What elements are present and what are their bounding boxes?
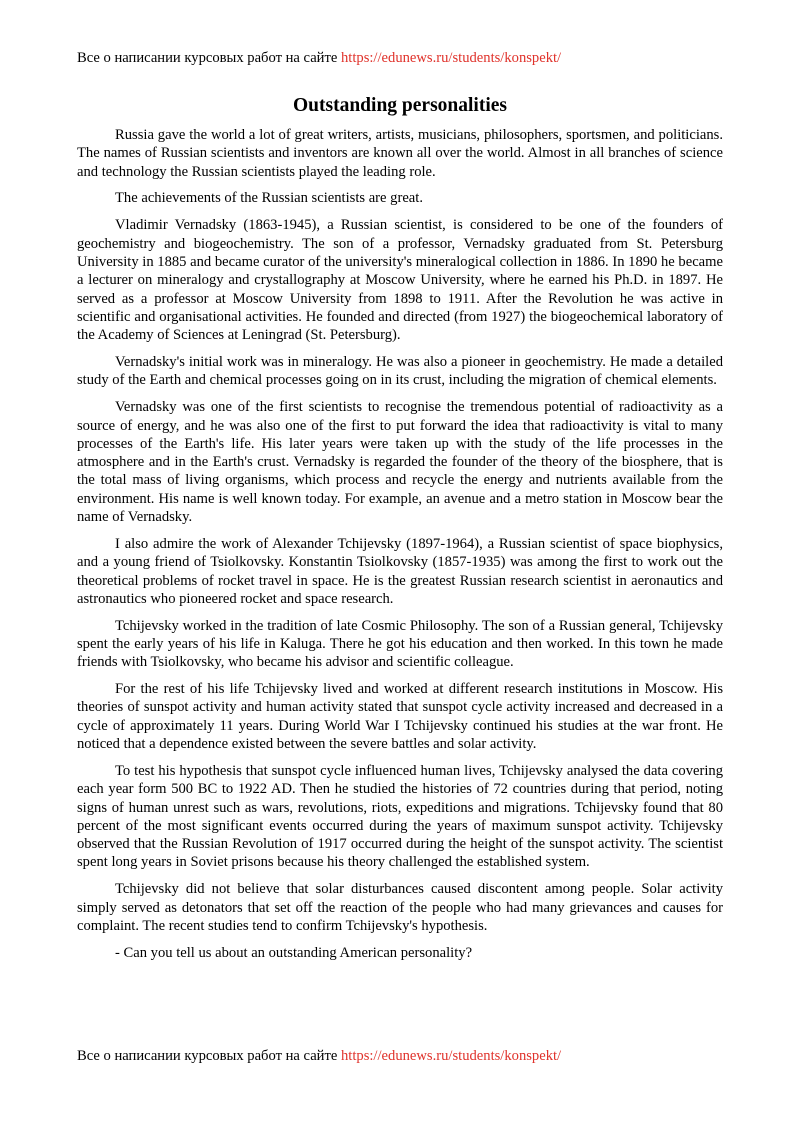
page-footer: [77, 1047, 561, 1065]
paragraph-7: Tchijevsky worked in the tradition of late Cosmic Philosophy. The son of a Russian general, Tchijevsky spent the early years of his life in Kaluga. There he got his education and then worked. In this town he made friends with Tsiolkovsky, who became his advisor and scientific colleague.: [77, 617, 723, 671]
paragraph-4: Vernadsky's initial work was in mineralogy. He was also a pioneer in geochemistry. He made a detailed study of the Earth and chemical processes going on in its crust, including the migration of chemical elements.: [77, 354, 723, 389]
paragraph-1: Russia gave the world a lot of great writers, artists, musicians, philosophers, sportsmen, and politicians. The names of Russian scientists and inventors are known all over the world. Almost in all branches of science and technology the Russian scientists played the leading role.: [77, 127, 723, 180]
footer-text: Все о написании курсовых работ на сайте: [77, 1048, 341, 1064]
paragraph-3: Vladimir Vernadsky (1863-1945), a Russian scientist, is considered to be one of the founders of geochemistry and biogeochemistry. The son of a professor, Vernadsky graduated from St. Petersburg University in 1885 and became curator of the university's mineralogical collection in 1886. In 1890 he became a lecturer on mineralogy and crystallography at Moscow University, where he earned his Ph.D. in 1897. He served as a professor at Moscow University from 1898 to 1911. After the Revolution he was active in scientific and organisational activities. He founded and directed (from 1927) the biogeochemical laboratory of the Academy of Sciences at Leningrad (St. Petersburg).: [77, 217, 723, 344]
paragraph-11: - Can you tell us about an outstanding American personality?: [115, 944, 473, 961]
document-title: Outstanding personalities: [293, 95, 507, 116]
paragraph-6: I also admire the work of Alexander Tchijevsky (1897-1964), a Russian scientist of space biophysics, and a young friend of Tsiolkovsky. Konstantin Tsiolkovsky (1857-1935) was among the first to work out the theoretical problems of rocket travel in space. He is the greatest Russian research scientist in aeronautics and astronautics who pioneered rocket and space research.: [77, 535, 723, 607]
footer-link[interactable]: https://edunews.ru/students/konspekt/: [341, 1048, 562, 1064]
paragraph-5: Vernadsky was one of the first scientists to recognise the tremendous potential of radioactivity as a source of energy, and he was also one of the first to put forward the idea that radioactivity is vital to many processes of the Earth's life. His later years were taken up with the study of the life processes in the atmosphere and in the Earth's crust. Vernadsky is regarded the founder of the theory of the biosphere, that is the total mass of living organisms, which process and recycle the energy and nutrients available from the environment. His name is well known today. For example, an avenue and a metro station in Moscow bear the name of Vernadsky.: [77, 399, 723, 526]
page-header: [77, 49, 561, 67]
paragraph-2: The achievements of the Russian scientists are great.: [115, 190, 423, 207]
paragraph-9: To test his hypothesis that sunspot cycle influenced human lives, Tchijevsky analysed the data covering each year form 500 BC to 1922 AD. Then he studied the histories of 72 countries during that period, noting signs of human unrest such as wars, revolutions, riots, expeditions and migrations. Tchijevsky found that 80 percent of the most significant events occurred during the years of maximum sunspot activity. Tchijevsky observed that the Russian Revolution of 1917 occurred during the height of the sunspot activity. The scientist spent long years in Soviet prisons because his theory challenged the established system.: [77, 762, 723, 871]
header-text: Все о написании курсовых работ на сайте: [77, 50, 341, 66]
article-text: [77, 126, 723, 971]
paragraph-10: Tchijevsky did not believe that solar disturbances caused discontent among people. Solar activity simply served as detonators that set off the reaction of the people who had many grievances and causes for complaint. The recent studies tend to confirm Tchijevsky's hypothesis.: [77, 881, 723, 934]
header-link[interactable]: https://edunews.ru/students/konspekt/: [341, 50, 562, 66]
paragraph-8: For the rest of his life Tchijevsky lived and worked at different research institutions in Moscow. His theories of sunspot activity and human activity stated that sunspot cycle activity increased and decreased in a cycle of approximately 11 years. During World War I Tchijevsky continued his studies at the war front. He noticed that a dependence existed between the severe battles and solar activity.: [77, 681, 723, 753]
